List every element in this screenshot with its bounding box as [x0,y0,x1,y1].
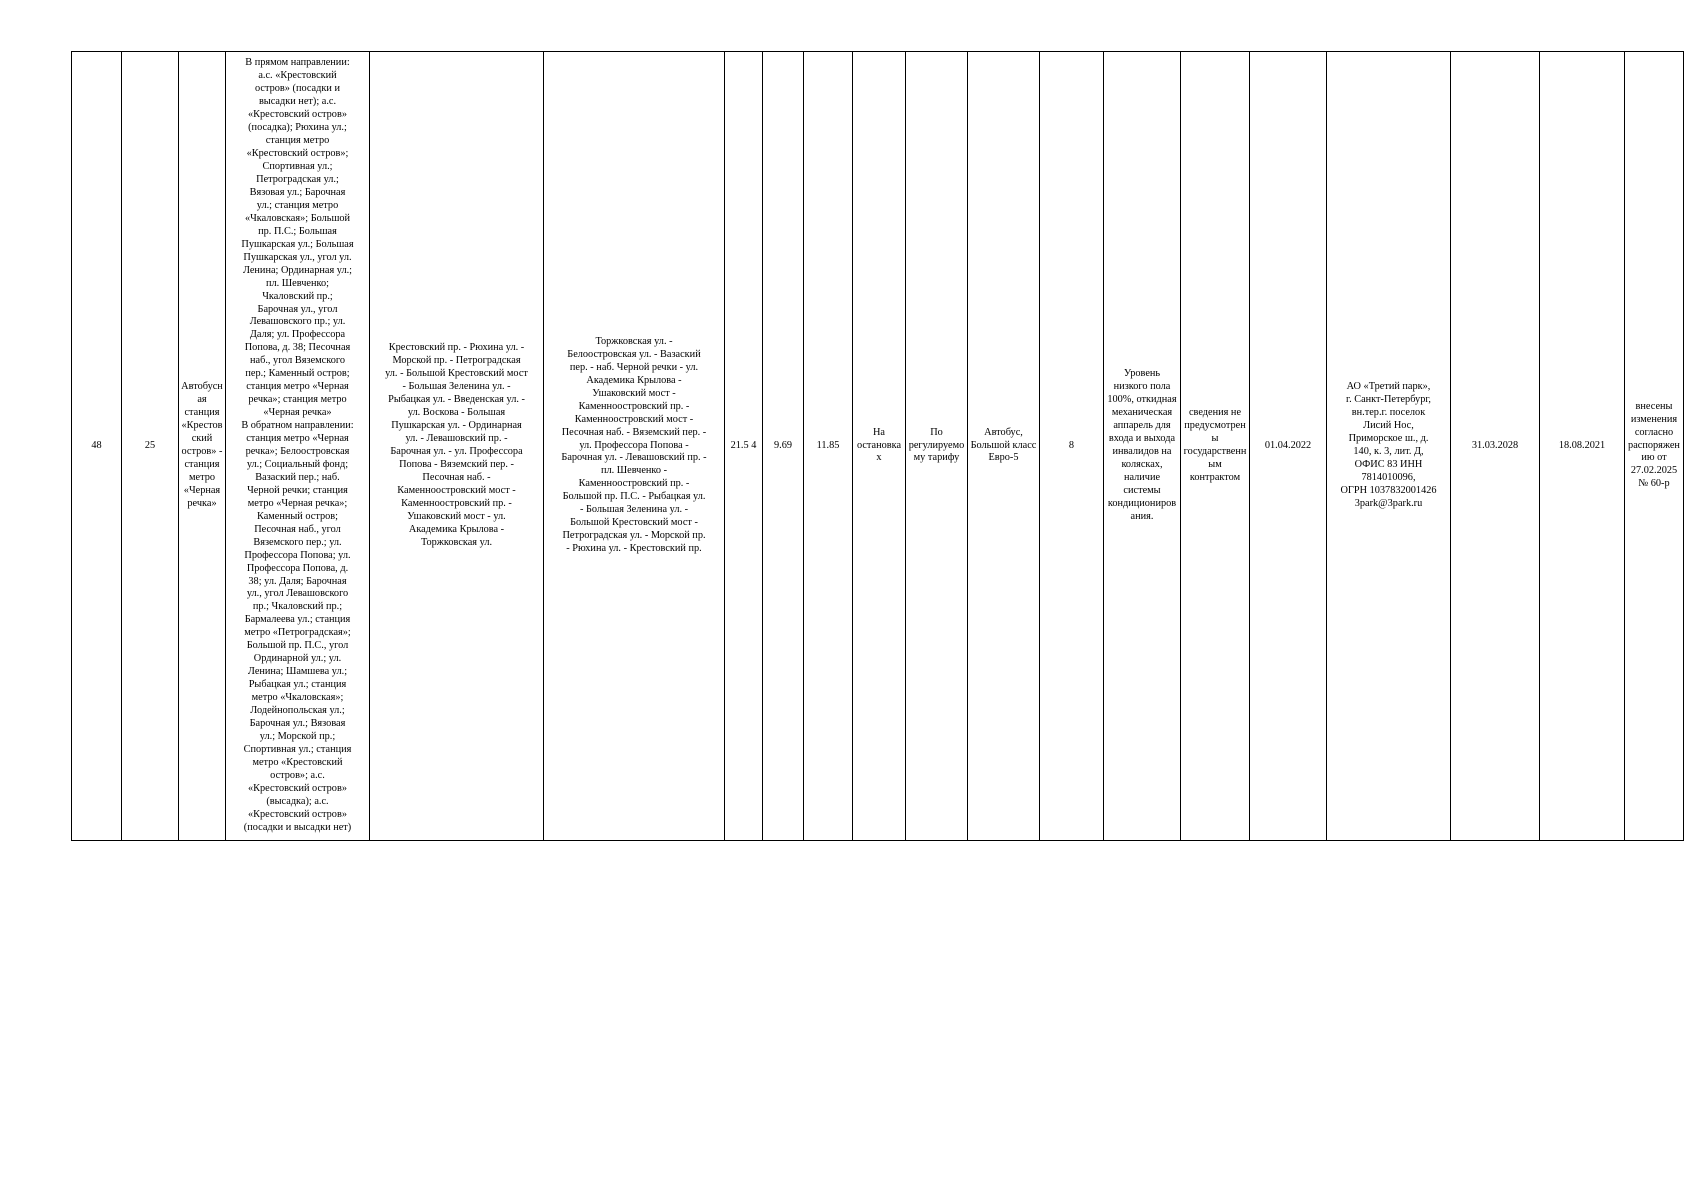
text-line: «Крестовский остров» [248,782,347,794]
streets-forward-cell [370,52,544,841]
text-line: ОФИС 83 ИНН [1354,458,1423,470]
text-line: остров» (посадки и [255,83,340,95]
length-total-cell: 21.5 4 [725,52,763,841]
text-line: пер.; Каменный остров; [245,368,350,380]
text-line: Приморское ш., д. [1348,433,1429,445]
text-line: метро «Петроградская»; [244,627,351,639]
text-line: Даля; ул. Профессора [249,329,346,341]
text-line: Профессора Попова, д. [246,562,349,574]
text-line: Рыбацкая ул.; станция [248,679,347,691]
text-line: (высадка); а.с. [266,795,329,807]
text-line: Петроградская ул.; [256,173,339,185]
text-line: 7814010096, [1361,471,1416,483]
text-line: речка»; Белоостровская [245,446,350,457]
text-line: метро «Крестовский [252,756,343,768]
text-line: ул. - Большой Крестовский мост [385,368,528,380]
text-line: наб., угол Вяземского [250,355,345,367]
text-line: Спортивная ул.; [262,161,333,173]
text-line: ул.; станция метро [256,199,339,211]
text-line: Академика Крылова - [408,523,505,535]
text-line: Каменноостровский мост - [574,413,694,425]
text-line: речка»; станция метро [248,394,347,406]
change-date-cell: 18.08.2021 [1540,52,1625,841]
text-line: пр.; Чкаловский пр.; [252,601,343,613]
text-line: Ординарной ул.; ул. [253,653,342,665]
text-line: Академика Крылова - [586,374,682,386]
start-date-cell: 01.04.2022 [1250,52,1327,841]
contract-info-cell: сведения не предусмотрены государственным контрактом [1181,52,1250,841]
vehicle-characteristics-cell: Уровень низкого пола 100%, откидная механическая аппарель для входа и выхода инвалидов на колясках, наличие системы кондиционирования. [1104,52,1181,841]
length-forward-cell: 9.69 [763,52,804,841]
text-line: Вяземского пер.; ул. [253,536,342,548]
length-reverse-cell: 11.85 [804,52,853,841]
table-row [72,52,1684,841]
text-line: Барочная ул.; Вязовая [249,718,346,730]
text-line: «Черная речка» [263,407,332,419]
text-line: (посадка); Рюхина ул.; [248,122,347,134]
text-line: Попова - Вяземский пер. - [399,458,514,470]
text-line: «Крестовский остров» [248,808,347,820]
text-line: «Крестовский остров»; [246,148,349,160]
text-line: Песочная наб. - [422,471,491,483]
text-line: Каменноостровский пр. - [578,478,690,490]
text-line: Пушкарская ул.; Большая [241,238,354,250]
route-registry-table [71,51,1684,841]
carrier-cell [1327,52,1451,841]
text-line: Вязовая ул.; Барочная [249,186,346,198]
text-line: 140, к. 3, лит. Д, [1353,446,1424,457]
stops-cell [226,52,370,841]
text-line: Белоостровская ул. - Вазаский [567,348,701,360]
text-line: ул., угол Левашовского [246,588,349,600]
text-line: ул. Воскова - Большая [407,407,506,419]
text-line: ул. Профессора Попова - [579,439,689,451]
text-line: метро «Чкаловская»; [251,692,344,704]
boarding-order-cell: На остановках [853,52,906,841]
text-line: Крестовский пр. - Рюхина ул. - [388,342,525,354]
text-line: - Рюхина ул. - Крестовский пр. [566,543,702,555]
text-line: а.с. «Крестовский [258,70,337,82]
notes-cell: внесены изменения согласно распоряжению от 27.02.2025 № 60-р [1625,52,1684,841]
text-line: пл. Шевченко; [266,277,329,289]
tariff-type-cell: По регулируемому тарифу [906,52,968,841]
text-line: Каменноостровский мост - [397,484,516,496]
text-line: Барочная ул. - Левашовский пр. - [561,452,707,464]
text-line: Пушкарская ул. - Ординарная [391,420,522,432]
text-line: Лисий Нос, [1363,420,1414,432]
text-line: «Крестовский остров» [248,109,347,121]
text-line: станция метро «Черная [246,381,349,393]
text-line: ул. - Левашовский пр. - [405,433,508,445]
registry-number-cell: 48 [72,52,122,841]
text-line: Левашовского пр.; ул. [249,316,346,328]
text-line: Большой пр. П.С. - Рыбацкая ул. [562,491,706,503]
text-line: высадки нет); а.с. [258,96,337,108]
text-line: остров»; а.с. [270,769,325,781]
text-line: Профессора Попова; ул. [244,549,351,561]
streets-reverse-cell [544,52,725,841]
text-line: Ушаковский мост - [592,387,676,399]
text-line: Ленина; Шамшева ул.; [247,666,348,678]
text-line: Большой Крестовский мост - [570,517,698,529]
text-line: В прямом направлении: [245,57,350,69]
text-line: 3park@3park.ru [1354,497,1423,509]
text-line: - Большая Зеленина ул. - [402,381,511,393]
text-line: Песочная наб. - Вяземский пер. - [561,426,707,438]
text-line: пл. Шевченко - [600,465,668,477]
text-line: Каменный остров; [256,510,339,522]
text-line: Спортивная ул.; станция [243,743,352,755]
text-line: Песочная наб., угол [254,523,341,535]
text-line: ОГРН 1037832001426 [1340,484,1437,496]
text-line: г. Санкт-Петербург, [1346,394,1431,406]
text-line: Пушкарская ул., угол ул. [243,251,352,263]
text-line: станция метро [265,135,330,147]
text-line: Каменноостровский пр. - [401,497,512,509]
text-line: вн.тер.г. поселок [1351,407,1426,419]
text-line: пр. П.С.; Большая [258,225,337,237]
text-line: Каменноостровский пр. - [578,400,690,412]
text-line: Черной речки; станция [247,484,348,496]
text-line: пер. - наб. Черной речки - ул. [569,361,699,373]
text-line: АО «Третий парк», [1346,381,1431,393]
text-line: ул.; Социальный фонд; [246,458,349,470]
end-date-cell: 31.03.2028 [1451,52,1540,841]
route-name-cell: Автобусная станция «Крестовский остров» - станция метро «Черная речка» [179,52,226,841]
vehicle-count-cell: 8 [1040,52,1104,841]
text-line: станция метро «Черная [246,433,349,445]
text-line: Морской пр. - Петроградская [392,355,521,367]
text-line: - Большая Зеленина ул. - [579,504,689,516]
text-line: Торжковская ул. [420,536,493,548]
text-line: Ленина; Ординарная ул.; [242,264,353,276]
vehicle-type-cell: Автобус, Большой класс Евро-5 [968,52,1040,841]
text-line: В обратном направлении: [241,420,354,432]
text-line: Петроградская ул. - Морской пр. [562,530,706,542]
text-line: Большой пр. П.С., угол [246,640,349,652]
route-number-cell: 25 [122,52,179,841]
text-line: Бармалеева ул.; станция [244,614,351,626]
text-line: Ушаковский мост - ул. [407,510,506,522]
text-line: метро «Черная речка»; [247,497,348,509]
text-line: (посадки и высадки нет) [243,821,352,833]
text-line: «Чкаловская»; Большой [244,212,351,224]
text-line: Рыбацкая ул. - Введенская ул. - [388,394,525,406]
text-line: Барочная ул., угол [257,303,338,315]
text-line: Торжковская ул. - [595,335,673,347]
text-line: Барочная ул. - ул. Профессора [390,446,523,457]
text-line: ул.; Морской пр.; [259,730,336,742]
text-line: Попова, д. 38; Песочная [244,342,351,354]
text-line: Лодейнопольская ул.; [250,705,345,717]
text-line: Вазаский пер.; наб. [255,471,340,483]
text-line: 38; ул. Даля; Барочная [248,575,347,587]
text-line: Чкаловский пр.; [262,290,333,302]
